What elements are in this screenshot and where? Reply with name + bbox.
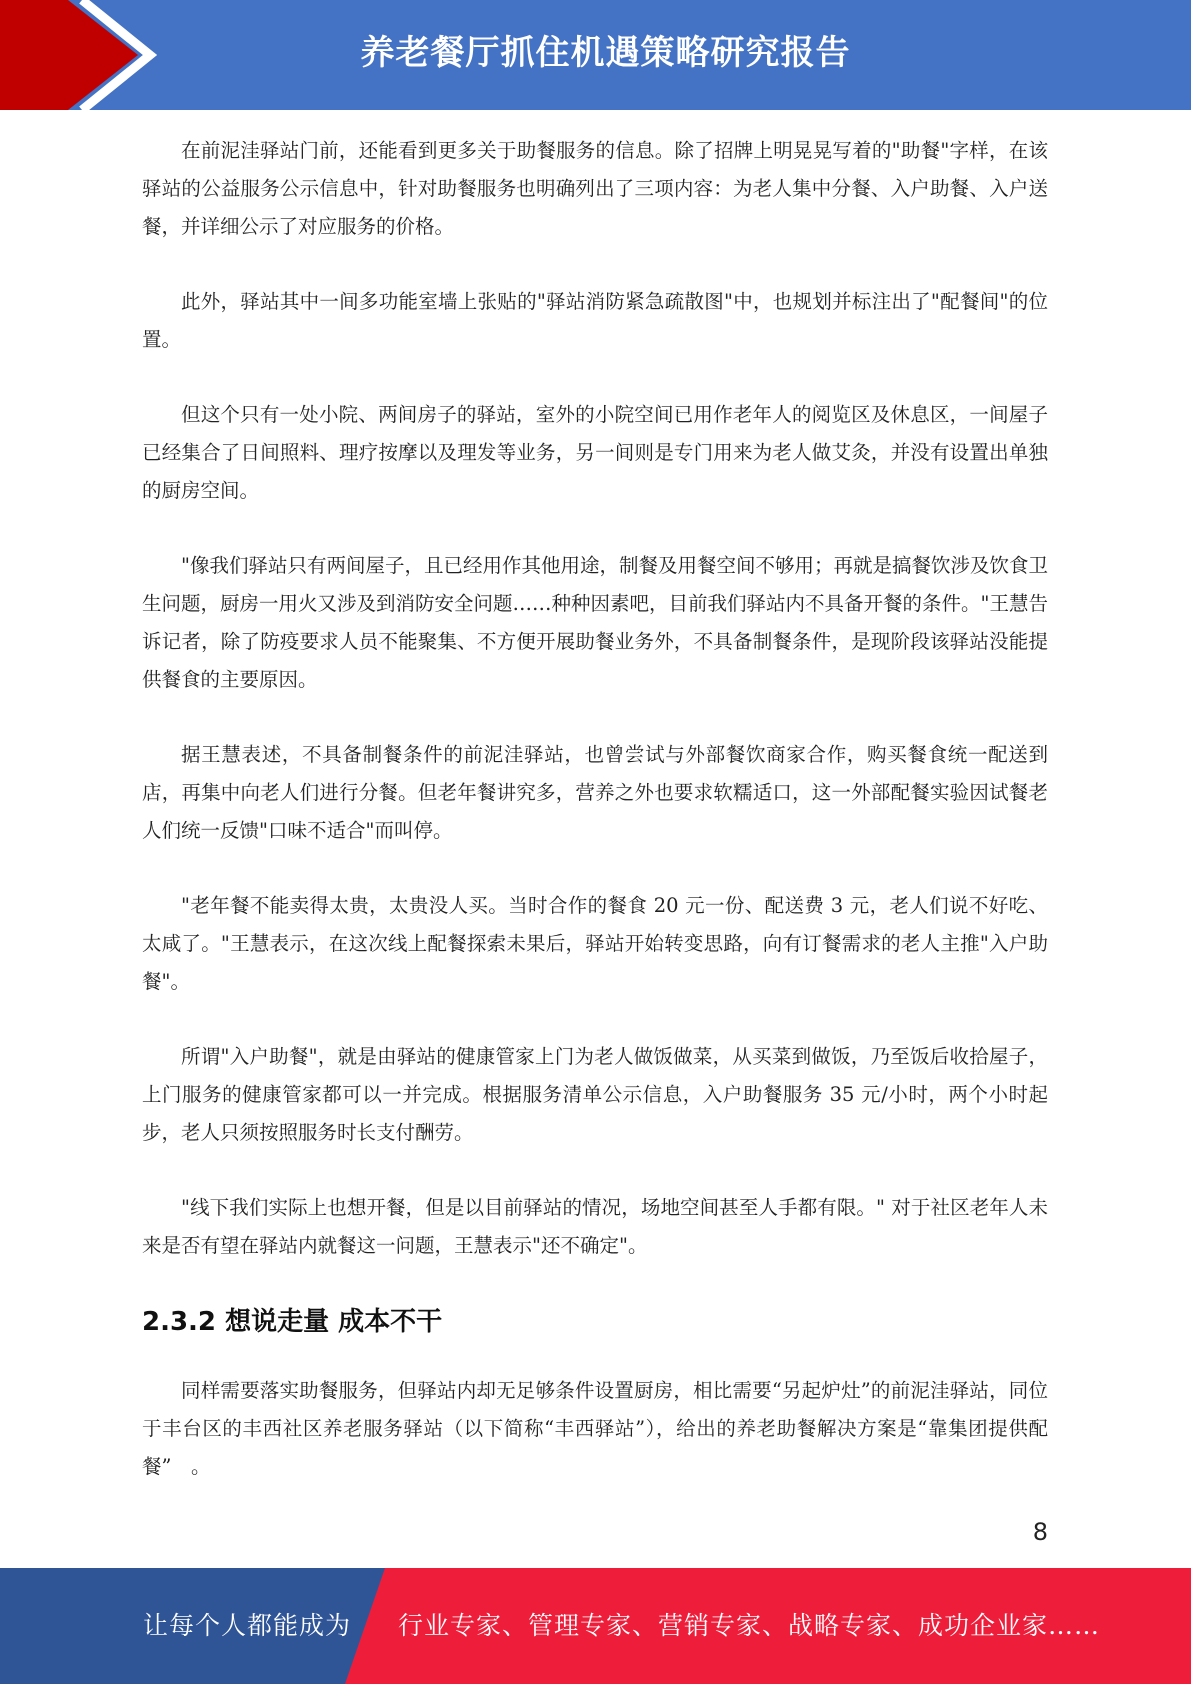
page-header bbox=[0, 0, 1191, 110]
document-body bbox=[142, 132, 1048, 1523]
body-paragraph: 同样需要落实助餐服务，但驿站内却无足够条件设置厨房，相比需要“另起炉灶”的前泥洼驿站，同位于丰台区的丰西社区养老服务驿站（以下简称“丰西驿站”），给出的养老助餐解决方案是“靠集团提供配餐” 。 bbox=[142, 1379, 1048, 1478]
body-paragraph: 此外，驿站其中一间多功能室墙上张贴的"驿站消防紧急疏散图"中，也规划并标注出了"配餐间"的位置。 bbox=[142, 290, 1048, 351]
page-footer bbox=[0, 1568, 1191, 1684]
body-paragraph: 在前泥洼驿站门前，还能看到更多关于助餐服务的信息。除了招牌上明晃晃写着的"助餐"字样，在该驿站的公益服务公示信息中，针对助餐服务也明确列出了三项内容：为老人集中分餐、入户助餐、入户送餐，并详细公示了对应服务的价格。 bbox=[142, 139, 1048, 238]
body-paragraph: 所谓"入户助餐"，就是由驿站的健康管家上门为老人做饭做菜，从买菜到做饭，乃至饭后收拾屋子，上门服务的健康管家都可以一并完成。根据服务清单公示信息，入户助餐服务 35 元/小时，两个小时起步，老人只须按照服务时长支付酬劳。 bbox=[142, 1045, 1048, 1144]
footer-slogan-left: 让每个人都能成为 bbox=[143, 1611, 352, 1640]
body-paragraph: 据王慧表述，不具备制餐条件的前泥洼驿站，也曾尝试与外部餐饮商家合作，购买餐食统一配送到店，再集中向老人们进行分餐。但老年餐讲究多，营养之外也要求软糯适口，这一外部配餐实验因试餐老人们统一反馈"口味不适合"而叫停。 bbox=[142, 743, 1048, 842]
section-heading: 2.3.2 想说走量 成本不干 bbox=[142, 1307, 443, 1337]
footer-slogan-right: 行业专家、管理专家、营销专家、战略专家、成功企业家…… bbox=[398, 1611, 1101, 1640]
header-red-chevron bbox=[0, 0, 138, 110]
header-arrow-decoration bbox=[0, 0, 160, 110]
body-paragraph: "像我们驿站只有两间屋子，且已经用作其他用途，制餐及用餐空间不够用；再就是搞餐饮涉及饮食卫生问题，厨房一用火又涉及到消防安全问题……种种因素吧，目前我们驿站内不具备开餐的条件。"王慧告诉记者，除了防疫要求人员不能聚集、不方便开展助餐业务外，不具备制餐条件，是现阶段该驿站没能提供餐食的主要原因。 bbox=[142, 554, 1048, 691]
report-title: 养老餐厅抓住机遇策略研究报告 bbox=[360, 33, 851, 73]
body-paragraph: "老年餐不能卖得太贵，太贵没人买。当时合作的餐食 20 元一份、配送费 3 元，老人们说不好吃、太咸了。"王慧表示，在这次线上配餐探索未果后，驿站开始转变思路，向有订餐需求的老人主推"入户助餐"。 bbox=[142, 894, 1048, 993]
body-paragraph: "线下我们实际上也想开餐，但是以目前驿站的情况，场地空间甚至人手都有限。" 对于社区老年人未来是否有望在驿站内就餐这一问题，王慧表示"还不确定"。 bbox=[142, 1196, 1048, 1257]
page-number: 8 bbox=[1032, 1518, 1048, 1546]
body-paragraph: 但这个只有一处小院、两间房子的驿站，室外的小院空间已用作老年人的阅览区及休息区，一间屋子已经集合了日间照料、理疗按摩以及理发等业务，另一间则是专门用来为老人做艾灸，并没有设置出单独的厨房空间。 bbox=[142, 403, 1048, 502]
